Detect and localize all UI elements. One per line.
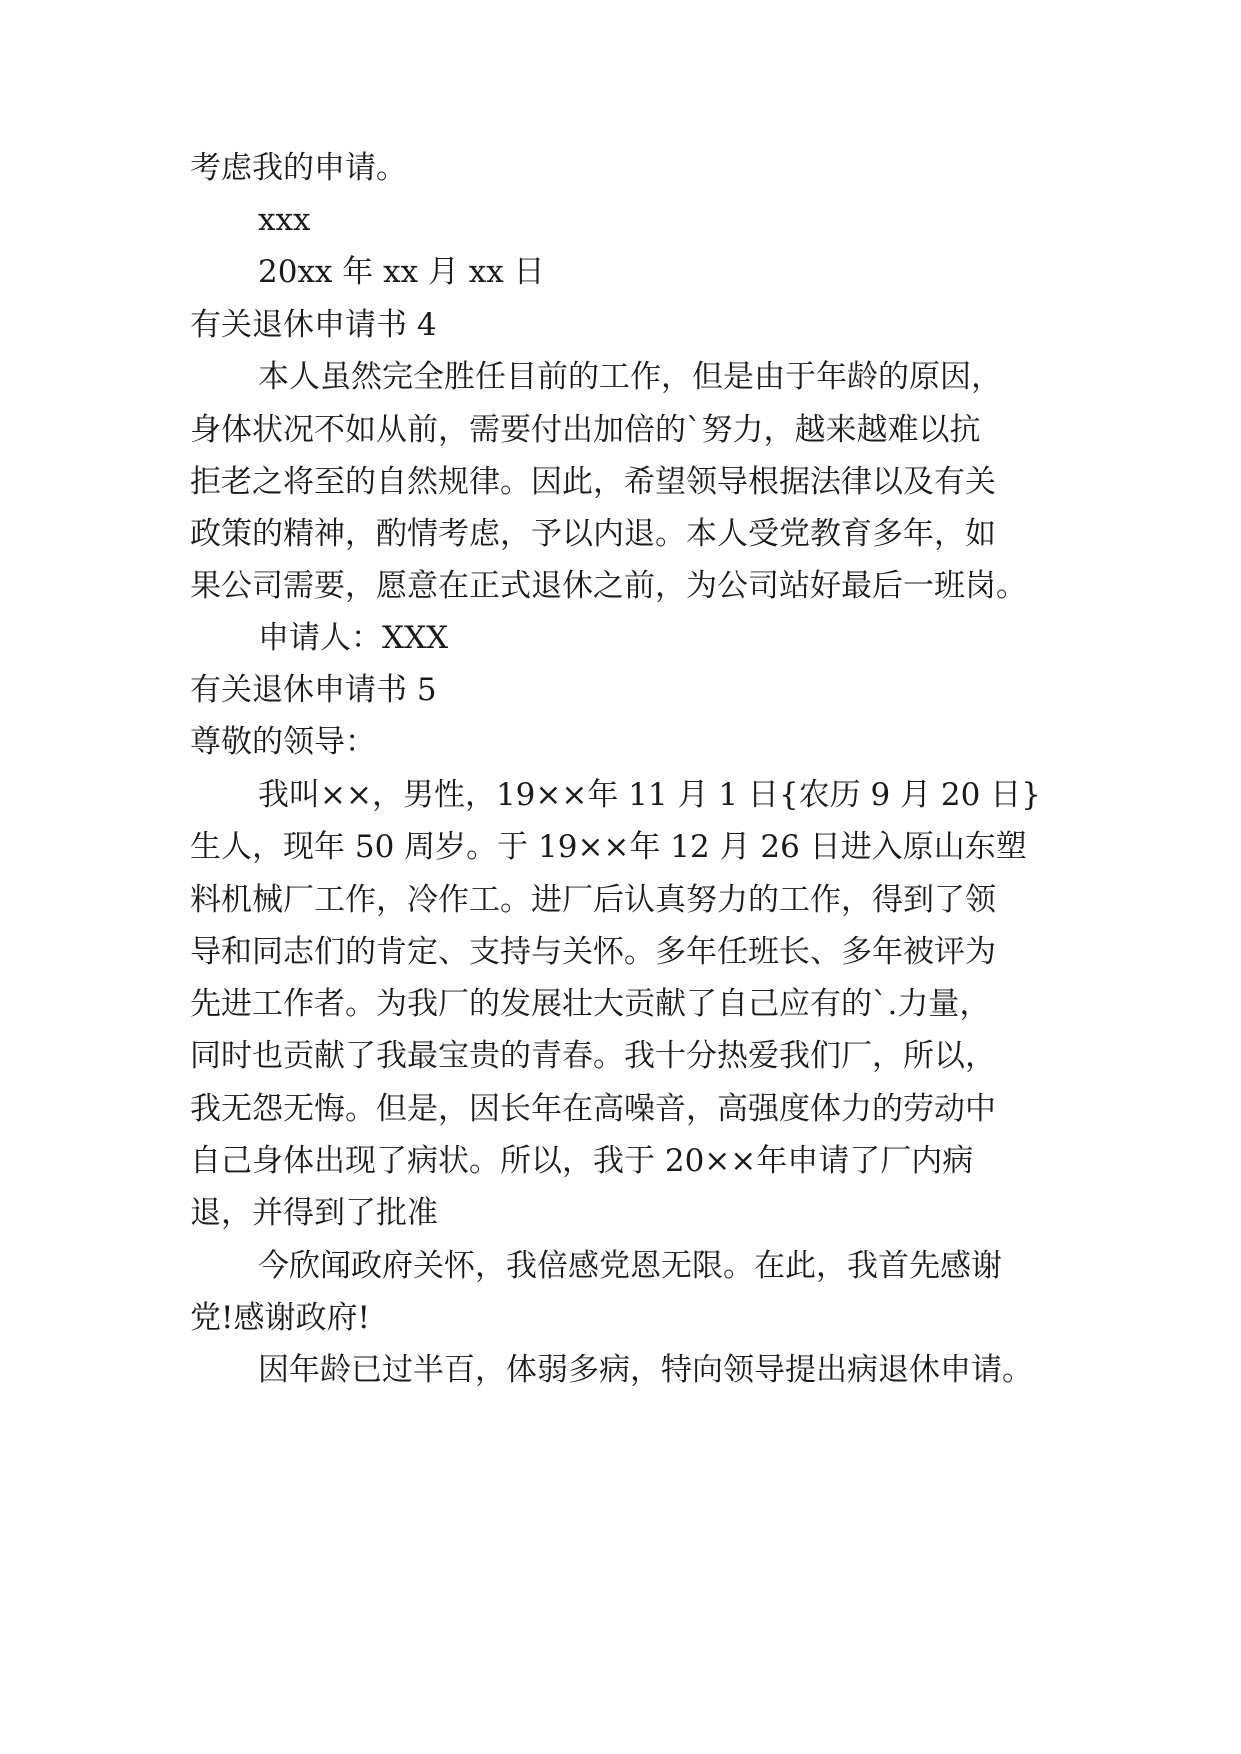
paragraph-line: 因年龄已过半百，体弱多病，特向领导提出病退休申请。 xyxy=(258,1352,1033,1388)
paragraph-line: 党!感谢政府! xyxy=(190,1300,370,1336)
section-title: 有关退休申请书 4 xyxy=(190,307,437,343)
section-title: 有关退休申请书 5 xyxy=(190,672,437,708)
paragraph-line: 料机械厂工作，冷作工。进厂后认真努力的工作，得到了领 xyxy=(190,882,996,918)
paragraph-line: 退，并得到了批准 xyxy=(190,1195,438,1231)
paragraph-line: 生人，现年 50 周岁。于 19××年 12 月 26 日进入原山东塑 xyxy=(190,829,1027,865)
paragraph-line: 今欣闻政府关怀，我倍感党恩无限。在此，我首先感谢 xyxy=(258,1248,1002,1284)
paragraph-line: 我无怨无悔。但是，因长年在高噪音，高强度体力的劳动中 xyxy=(190,1091,996,1127)
paragraph-line: 政策的精神，酌情考虑，予以内退。本人受党教育多年，如 xyxy=(190,516,996,552)
paragraph-line: 自己身体出现了病状。所以，我于 20××年申请了厂内病 xyxy=(190,1143,974,1179)
paragraph-line: 导和同志们的肯定、支持与关怀。多年任班长、多年被评为 xyxy=(190,934,996,970)
salutation: 尊敬的领导： xyxy=(190,724,376,760)
paragraph-line: 身体状况不如从前，需要付出加倍的`努力，越来越难以抗 xyxy=(190,412,981,448)
paragraph-line: 本人虽然完全胜任目前的工作，但是由于年龄的原因， xyxy=(258,359,1002,395)
paragraph-line: 果公司需要，愿意在正式退休之前，为公司站好最后一班岗。 xyxy=(190,568,1027,604)
paragraph-line: 先进工作者。为我厂的发展壮大贡献了自己应有的`.力量， xyxy=(190,986,991,1022)
paragraph-line: 拒老之将至的自然规律。因此，希望领导根据法律以及有关 xyxy=(190,464,996,500)
signature-name: xxx xyxy=(258,202,311,238)
applicant-line: 申请人：XXX xyxy=(258,620,449,656)
paragraph-line: 考虑我的申请。 xyxy=(190,150,407,186)
signature-date: 20xx 年 xx 月 xx 日 xyxy=(258,254,545,290)
paragraph-line: 我叫××，男性，19××年 11 月 1 日{农历 9 月 20 日} xyxy=(258,777,1041,813)
paragraph-line: 同时也贡献了我最宝贵的青春。我十分热爱我们厂，所以， xyxy=(190,1038,996,1074)
